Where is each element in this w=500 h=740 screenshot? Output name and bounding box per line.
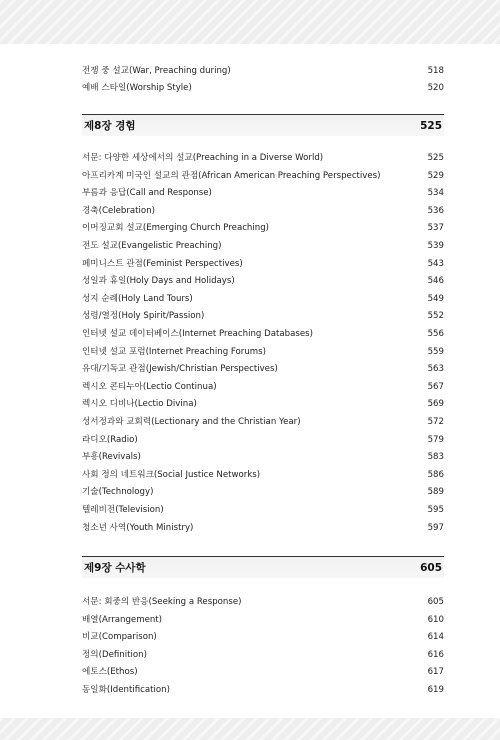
toc-entry-title: 성일과 휴일(Holy Days and Holidays)	[82, 276, 235, 287]
toc-entry-title: 배열(Arrangement)	[82, 614, 163, 625]
toc-entry[interactable]	[82, 291, 444, 307]
toc-entry[interactable]	[82, 414, 444, 430]
toc-entry-title: 유대/기독교 관점(Jewish/Christian Perspectives)	[82, 364, 278, 375]
toc-entry[interactable]	[82, 63, 444, 79]
toc-entry-page: 589	[427, 487, 444, 498]
toc-entry-title: 텔레비전(Television)	[82, 505, 164, 515]
toc-entry-page: 597	[427, 522, 444, 533]
bottom-decorative-band	[0, 718, 500, 740]
toc-entry-page: 534	[427, 188, 444, 199]
toc-entry-title: 정의(Definition)	[82, 649, 147, 660]
chapter-heading[interactable]	[82, 114, 444, 136]
toc-entry[interactable]	[82, 379, 444, 395]
toc-entry[interactable]	[82, 308, 444, 324]
chapter-heading[interactable]	[82, 556, 444, 578]
toc-entry[interactable]	[82, 344, 444, 360]
toc-entry-title: 사회 정의 네트워크(Social Justice Networks)	[82, 469, 261, 480]
toc-entry[interactable]	[82, 150, 444, 166]
toc-entry[interactable]	[82, 484, 444, 500]
toc-entry[interactable]	[82, 203, 444, 219]
toc-entry[interactable]	[82, 238, 444, 254]
toc-entry-page: 616	[427, 649, 444, 660]
toc-entry-title: 아프리카계 미국인 설교의 관점(African American Preaching Perspectives)	[82, 170, 381, 181]
toc-entry-page: 556	[427, 329, 444, 339]
toc-entry-title: 렉시오 디비나(Lectio Divina)	[82, 399, 197, 410]
toc-entry[interactable]	[82, 629, 444, 645]
toc-entry-title: 비교(Comparison)	[82, 632, 157, 643]
toc-entry-page: 567	[427, 381, 444, 392]
toc-entry-title: 동일화(Identification)	[82, 685, 170, 695]
toc-entry[interactable]	[82, 664, 444, 680]
toc-entry[interactable]	[82, 256, 444, 272]
toc-entry-page: 617	[427, 667, 444, 678]
toc-entry-page: 520	[427, 83, 444, 93]
toc-entry-title: 예배 스타일(Worship Style)	[82, 83, 192, 93]
toc-entry-page: 614	[427, 632, 444, 643]
toc-entry-page: 595	[427, 505, 444, 515]
toc-entry[interactable]	[82, 520, 444, 536]
toc-entry-page: 605	[427, 597, 444, 607]
toc-entry[interactable]	[82, 361, 444, 377]
toc-entry-page: 525	[427, 153, 444, 163]
toc-entry-page: 610	[427, 614, 444, 625]
toc-entry-title: 청소년 사역(Youth Ministry)	[82, 522, 194, 533]
toc-entry-page: 559	[427, 346, 444, 357]
toc-entry-page: 539	[427, 241, 444, 251]
toc-entry-title: 렉시오 콘티누아(Lectio Continua)	[82, 381, 217, 392]
toc-entry[interactable]	[82, 185, 444, 201]
chapter-page: 605	[420, 561, 442, 574]
toc-entry-title: 인터넷 설교 포럼(Internet Preaching Forums)	[82, 346, 266, 357]
toc-entry-page: 546	[427, 276, 444, 287]
toc-entry-title: 성지 순례(Holy Land Tours)	[82, 293, 193, 304]
toc-entry-title: 페미니스트 관점(Feminist Perspectives)	[82, 258, 243, 269]
toc-entry-page: 543	[427, 258, 444, 269]
toc-entry-title: 기술(Technology)	[82, 487, 154, 498]
toc-entry-title: 에토스(Ethos)	[82, 667, 138, 678]
top-decorative-band	[0, 0, 500, 44]
toc-entry[interactable]	[82, 502, 444, 518]
toc-entry-page: 549	[427, 293, 444, 304]
toc-entry-title: 전쟁 중 설교(War, Preaching during)	[82, 66, 231, 76]
toc-entry[interactable]	[82, 594, 444, 610]
toc-entry-page: 583	[427, 452, 444, 463]
toc-entry[interactable]	[82, 80, 444, 96]
toc-entry-page: 619	[427, 685, 444, 695]
toc-entry[interactable]	[82, 273, 444, 289]
toc-entry-page: 537	[427, 223, 444, 234]
toc-entry-title: 서문: 다양한 세상에서의 설교(Preaching in a Diverse World)	[82, 153, 324, 163]
toc-entry-title: 전도 설교(Evangelistic Preaching)	[82, 241, 222, 251]
toc-entry-page: 518	[427, 66, 444, 76]
toc-entry[interactable]	[82, 326, 444, 342]
toc-entry-title: 성령/열정(Holy Spirit/Passion)	[82, 311, 205, 322]
toc-entry[interactable]	[82, 647, 444, 663]
toc-entry[interactable]	[82, 220, 444, 236]
toc-entry-title: 이머징교회 설교(Emerging Church Preaching)	[82, 223, 270, 234]
toc-entry-title: 경축(Celebration)	[82, 205, 155, 216]
toc-entry[interactable]	[82, 682, 444, 698]
toc-entry-page: 586	[427, 469, 444, 480]
toc-entry[interactable]	[82, 168, 444, 184]
toc-entry-title: 서문: 회중의 반응(Seeking a Response)	[82, 597, 242, 607]
toc-entry-page: 569	[427, 399, 444, 410]
toc-entry-title: 부름과 응답(Call and Response)	[82, 188, 212, 199]
toc-entry[interactable]	[82, 396, 444, 412]
toc-entry-page: 552	[427, 311, 444, 322]
toc-entry-title: 인터넷 설교 데이터베이스(Internet Preaching Databases)	[82, 329, 313, 339]
toc-entry-page: 536	[427, 205, 444, 216]
toc-entry-page: 529	[427, 170, 444, 181]
toc-entry-page: 563	[427, 364, 444, 375]
toc-entry[interactable]	[82, 432, 444, 448]
toc-entry-title: 부흥(Revivals)	[82, 452, 141, 463]
toc-entry-page: 572	[427, 417, 444, 427]
chapter-page: 525	[420, 119, 442, 132]
toc-entry-title: 성서정과와 교회력(Lectionary and the Christian Year)	[82, 417, 301, 427]
toc-entry-title: 라디오(Radio)	[82, 434, 138, 445]
toc-entry[interactable]	[82, 612, 444, 628]
chapter-title: 제9장 수사학	[84, 562, 146, 574]
toc-entry[interactable]	[82, 449, 444, 465]
toc-entry[interactable]	[82, 467, 444, 483]
toc-entry-page: 579	[427, 434, 444, 445]
chapter-title: 제8장 경험	[84, 120, 136, 132]
